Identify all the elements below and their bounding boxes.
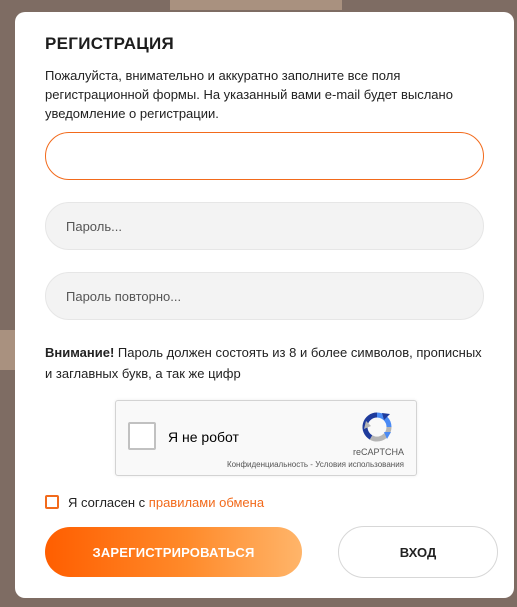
exchange-rules-link[interactable]: правилами обмена (148, 494, 265, 510)
modal-intro: Пожалуйста, внимательно и аккуратно заполните все поля регистрационной формы. На указанный вами e-mail будет выслано уведомление о регистрации. (45, 68, 453, 121)
password-field[interactable] (45, 202, 484, 250)
login-button[interactable]: ВХОД (338, 526, 498, 578)
register-button[interactable]: ЗАРЕГИСТРИРОВАТЬСЯ (45, 527, 302, 577)
agreement-checkbox[interactable] (45, 495, 59, 509)
recaptcha-brand: reCAPTCHA (352, 447, 404, 457)
email-field[interactable] (45, 132, 484, 180)
modal-title: РЕГИСТРАЦИЯ (45, 34, 175, 53)
registration-modal (15, 12, 514, 598)
recaptcha-logo-icon (360, 411, 394, 443)
recaptcha-links[interactable]: Конфиденциальность - Условия использования (226, 460, 404, 469)
recaptcha-widget (115, 400, 417, 476)
recaptcha-checkbox[interactable] (128, 422, 156, 450)
recaptcha-label: Я не робот (168, 429, 239, 445)
agreement-text: Я согласен с (68, 494, 146, 510)
password-warning (45, 342, 490, 384)
backdrop-accent-top (170, 0, 342, 10)
password-repeat-field[interactable] (45, 272, 484, 320)
backdrop-accent-left (0, 330, 15, 370)
warning-text: Пароль должен состоять из 8 и более символов, прописных и заглавных букв, а так же цифр (45, 345, 482, 381)
warning-label: Внимание! (45, 345, 115, 360)
agreement-row (45, 493, 264, 511)
